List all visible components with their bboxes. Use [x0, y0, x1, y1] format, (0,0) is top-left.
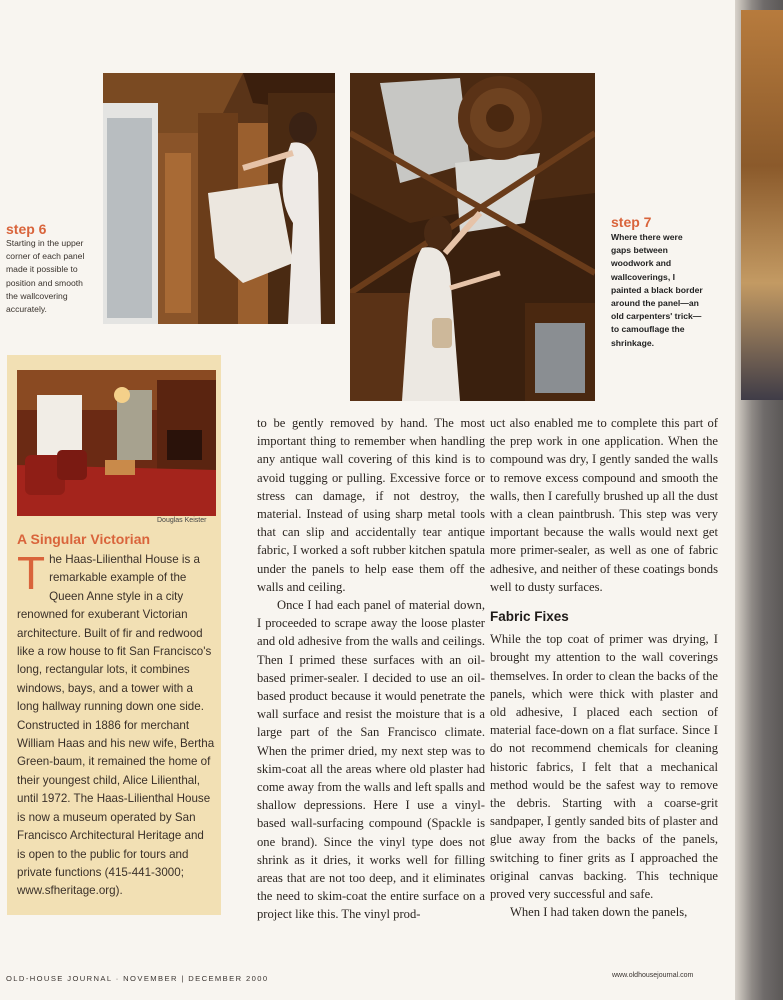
sidebar-photo [17, 370, 216, 516]
step7-caption: Where there were gaps between woodwork and wallcoverings, I painted a black border around the panel—an old carpenters' trick—to camouflage the shrinkage. [611, 232, 703, 348]
sidebar-title: A Singular Victorian [17, 531, 151, 547]
article-paragraph: uct also enabled me to complete this part of the prep work in one application. When the compound was dry, I gently sanded the walls to remove excess compound and smooth the walls, then I carefully brushed up all the dust with a clean paintbrush. This step was very important because the walls would next get more primer-sealer, as well as one of fabric adhesive, and neither of these coatings bonds well to dusty surfaces. [490, 416, 718, 594]
sidebar-text: he Haas-Lilienthal House is a remarkable example of the Queen Anne style in a city renowned for exuberant Victorian architecture. Built of fir and redwood like a row house to fit San Francisco's long, rectangular lots, it combines windows, bays, and a tower with a long hallway running down one side. Constructed in 1886 for merchant William Haas and his new wife, Bertha Green-baum, it remained the home of their youngest child, Alice Lilienthal, until 1972. The Haas-Lilienthal House is now a museum operated by San Francisco Architectural Heritage and is open to the public for tours and private functions (415-441-3000; www.sfheritage.org). [17, 553, 215, 898]
article-paragraph: Once I had each panel of material down, I proceeded to scrape away the loose plaster and old adhesive from the walls and ceilings. Then I primed these surfaces with an oil-based primer-sealer. I decided to use an oil-based product because it would penetrate the wall surface and resist the moisture that is a large part of the San Francisco climate. When the primer dried, my next step was to skim-coat all the areas where old plaster had come away from the walls and left spalls and shallow depressions. Here I use a vinyl-based wall-surfacing compound (Spackle is one brand). Since the vinyl type does not shrink as it dries, it works well for filling areas that are not too deep, and it eliminates the need to skim-coat the entire surface on a project like this. The vinyl prod- [257, 598, 485, 922]
step6-caption: Starting in the upper corner of each panel made it possible to position and smooth the wallcovering accurately. [6, 238, 85, 315]
step6-photo [103, 73, 335, 324]
footer-url: www.oldhousejournal.com [612, 972, 694, 979]
article-column-1 [257, 414, 485, 924]
adjacent-page-photo [741, 10, 783, 400]
sidebar-box [7, 355, 221, 915]
article-paragraph: to be gently removed by hand. The most important thing to remember when handling any antique wall covering of this kind is to avoid tugging or pulling. Excessive force or stress can damage, if not destroy, the material. Instead of using sharp metal tools that can slip and accidentally tear antique fabric, I worked a soft rubber kitchen spatula under the panels to help ease them off the walls and ceiling. [257, 416, 485, 594]
article-paragraph: When I had taken down the panels, [510, 905, 688, 920]
footer-publication: OLD-HOUSE JOURNAL · NOVEMBER | DECEMBER 2000 [6, 974, 269, 983]
sidebar-photo-credit: Douglas Keister [157, 517, 207, 524]
sidebar-dropcap: T [17, 547, 46, 599]
step7-photo [350, 73, 595, 401]
section-subhead: Fabric Fixes [490, 609, 569, 625]
step6-heading: step 6 [6, 221, 47, 237]
article-column-2 [490, 414, 718, 921]
article-paragraph: While the top coat of primer was drying, I brought my attention to the wall coverings themselves. In order to clean the backs of the panels, which were thick with plaster and old adhesive, I placed each section of material face-down on a flat surface. Since I do not recommend chemicals for cleaning historic fabrics, I felt that a mechanical method would be the safest way to remove the debris. Starting with a coarse-grit sandpaper, I gently sanded bits of plaster and glue away from the backs of the panels, switching to finer grits as I approached the original canvas backing. This technique proved very successful and safe. [490, 632, 718, 902]
step7-heading: step 7 [611, 214, 652, 230]
sidebar-body [17, 547, 215, 901]
